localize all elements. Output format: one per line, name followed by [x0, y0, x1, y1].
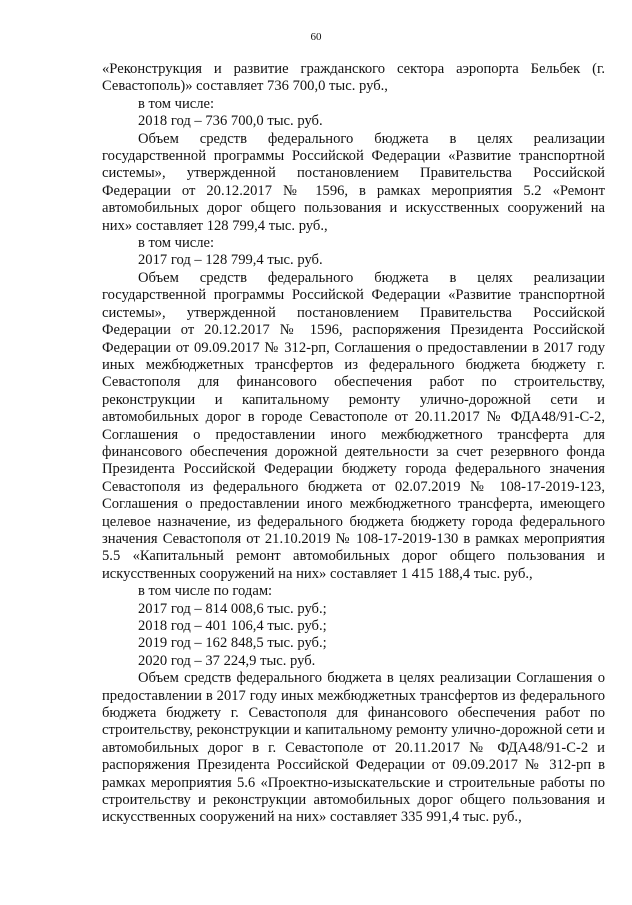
document-body: [102, 61, 605, 827]
paragraph: 2018 год – 736 700,0 тыс. руб.: [138, 113, 323, 130]
paragraph: 2018 год – 401 106,4 тыс. руб.;: [138, 618, 327, 634]
paragraph: «Реконструкция и развитие гражданского сектора аэропорта Бельбек (г. Севастополь)» составляет 736 700,0 тыс. руб.,: [102, 61, 605, 95]
paragraph: 2017 год – 128 799,4 тыс. руб.: [138, 252, 323, 269]
page-number: 60: [310, 31, 322, 43]
paragraph: Объем средств федерального бюджета в целях реализации государственной программы Российской Федерации «Развитие транспортной системы», утвержденной постановлением Правительства Российской Федерации от 20.12.2017 № 1596, в рамках мероприятия 5.2 «Ремонт автомобильных дорог общего пользования и искусственных сооружений на них» составляет 128 799,4 тыс. руб.,: [102, 130, 605, 234]
paragraph: 2017 год – 814 008,6 тыс. руб.;: [138, 600, 327, 617]
paragraph: в том числе:: [138, 95, 215, 112]
paragraph: 2020 год – 37 224,9 тыс. руб.: [138, 652, 316, 669]
paragraph: Объем средств федерального бюджета в целях реализации Соглашения о предоставлении в 2017 году иных межбюджетных трансфертов из федерального бюджета бюджету г. Севастополя для финансового обеспечения работ по строительству, реконструкции и капитальному ремонту улично-дорожной сети и автомобильных дорог в г. Севастополе от 20.11.2017 № ФДА48/91-С-2 и распоряжения Президента Российской Федерации от 09.09.2017 № 312-рп в рамках мероприятия 5.6 «Проектно-изыскательские и строительные работы по строительству и реконструкции автомобильных дорог общего пользования и искусственных сооружений на них» составляет 335 991,4 тыс. руб.,: [102, 670, 605, 826]
paragraph: Объем средств федерального бюджета в целях реализации государственной программы Российской Федерации «Развитие транспортной системы», утвержденной постановлением Правительства Российской Федерации от 20.12.2017 № 1596, распоряжения Президента Российской Федерации от 09.09.2017 № 312-рп, Соглашения о предоставлении в 2017 году иных межбюджетных трансфертов из федерального бюджета бюджету г. Севастополя для финансового обеспечения работ по строительству, реконструкции и капитальному ремонту улично-дорожной сети и автомобильных дорог в городе Севастополе от 20.11.2017 № ФДА48/91-С-2, Соглашения о предоставлении иного межбюджетного трансферта для финансового обеспечения дорожной деятельности за счет резервного фонда Президента Российской Федерации бюджету города федерального значения Севастополя из федерального бюджета от 02.07.2019 № 108-17-2019-123, Соглашения о предоставлении иного межбюджетного трансферта, имеющего целевое назначение, из федерального бюджета бюджету города федерального значения Севастополя от 21.10.2019 № 108-17-2019-130 в рамках мероприятия 5.5 «Капитальный ремонт автомобильных дорог общего пользования и искусственных сооружений на них» составляет 1 415 188,4 тыс. руб.,: [102, 269, 605, 582]
paragraph: в том числе:: [138, 235, 215, 252]
paragraph: 2019 год – 162 848,5 тыс. руб.;: [138, 635, 327, 652]
paragraph: в том числе по годам:: [138, 583, 273, 600]
